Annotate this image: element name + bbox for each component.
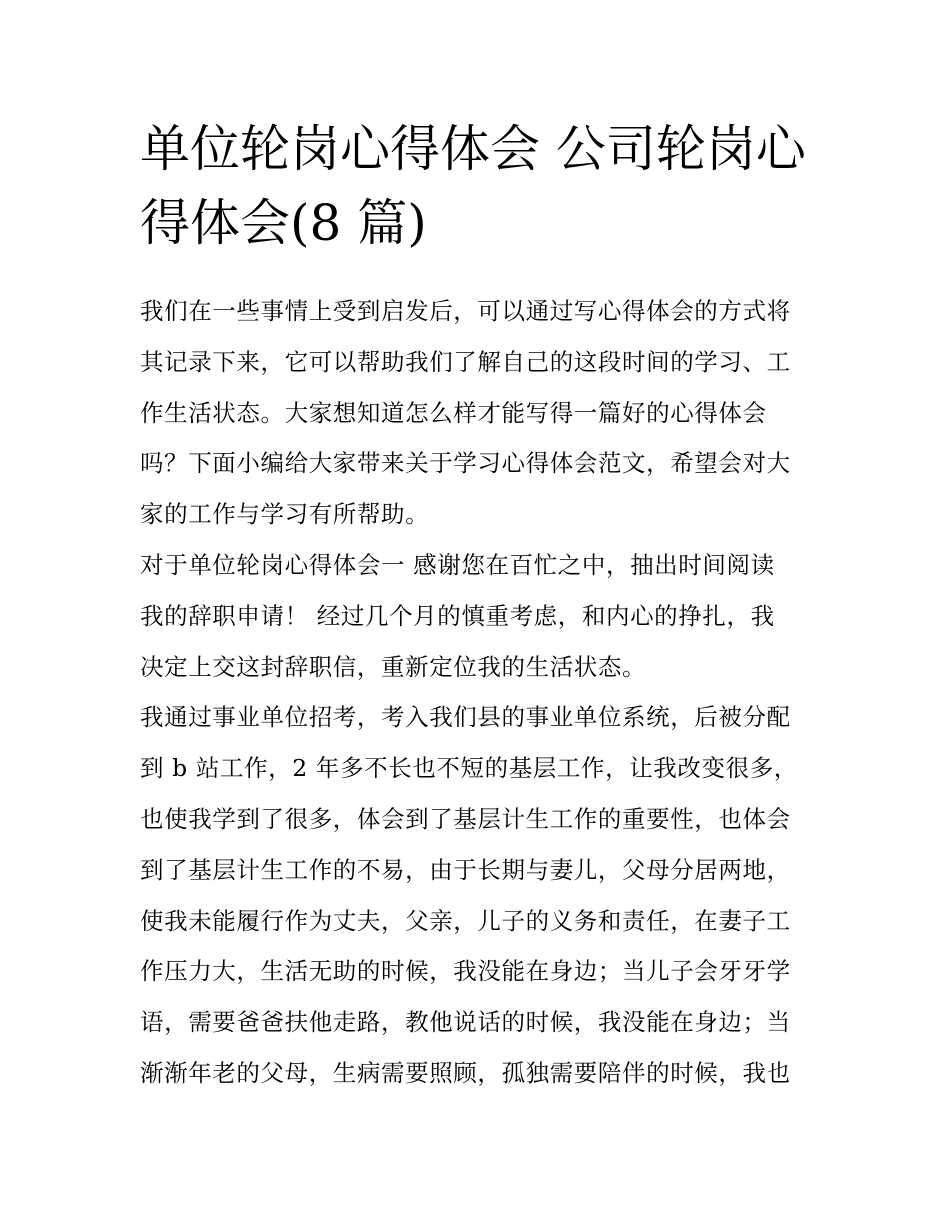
text-line: 其记录下来，它可以帮助我们了解自己的这段时间的学习、工: [140, 347, 791, 376]
text-line: 作生活状态。大家想知道怎么样才能写得一篇好的心得体会: [140, 398, 767, 427]
text-line: 决定上交这封辞职信，重新定位我的生活状态。: [140, 652, 647, 681]
text-line: 也使我学到了很多，体会到了基层计生工作的重要性，也体会: [140, 804, 791, 833]
document-body: [140, 286, 815, 1099]
text-line: 语，需要爸爸扶他走路，教他说话的时候，我没能在身边；当: [140, 1008, 791, 1037]
title-line: 得体会(8 篇): [140, 194, 427, 252]
text-line: 使我未能履行作为丈夫，父亲，儿子的义务和责任，在妻子工: [140, 906, 791, 935]
text-line: 到 b 站工作，2 年多不长也不短的基层工作，让我改变很多，: [140, 754, 798, 783]
text-line: 到了基层计生工作的不易，由于长期与妻儿，父母分居两地，: [140, 855, 791, 884]
text-line: 家的工作与学习有所帮助。: [140, 500, 430, 529]
title-line: 单位轮岗心得体会 公司轮岗心: [140, 120, 806, 178]
text-line: 对于单位轮岗心得体会一 感谢您在百忙之中，抽出时间阅读: [140, 550, 775, 579]
paragraph-intro: [140, 286, 815, 540]
text-line: 我们在一些事情上受到启发后，可以通过写心得体会的方式将: [140, 297, 791, 325]
document-content: [140, 112, 815, 1099]
paragraph-body: [140, 692, 815, 1098]
text-line: 渐渐年老的父母，生病需要照顾，孤独需要陪伴的时候，我也: [140, 1058, 791, 1087]
paragraph-section-one: [140, 540, 815, 692]
text-line: 作压力大，生活无助的时候，我没能在身边；当儿子会牙牙学: [140, 957, 791, 986]
text-line: 我通过事业单位招考，考入我们县的事业单位系统，后被分配: [140, 703, 791, 732]
text-line: 吗？下面小编给大家带来关于学习心得体会范文，希望会对大: [140, 449, 791, 478]
text-line: 我的辞职申请！ 经过几个月的慎重考虑，和内心的挣扎，我: [140, 601, 775, 630]
document-title: [140, 112, 815, 260]
